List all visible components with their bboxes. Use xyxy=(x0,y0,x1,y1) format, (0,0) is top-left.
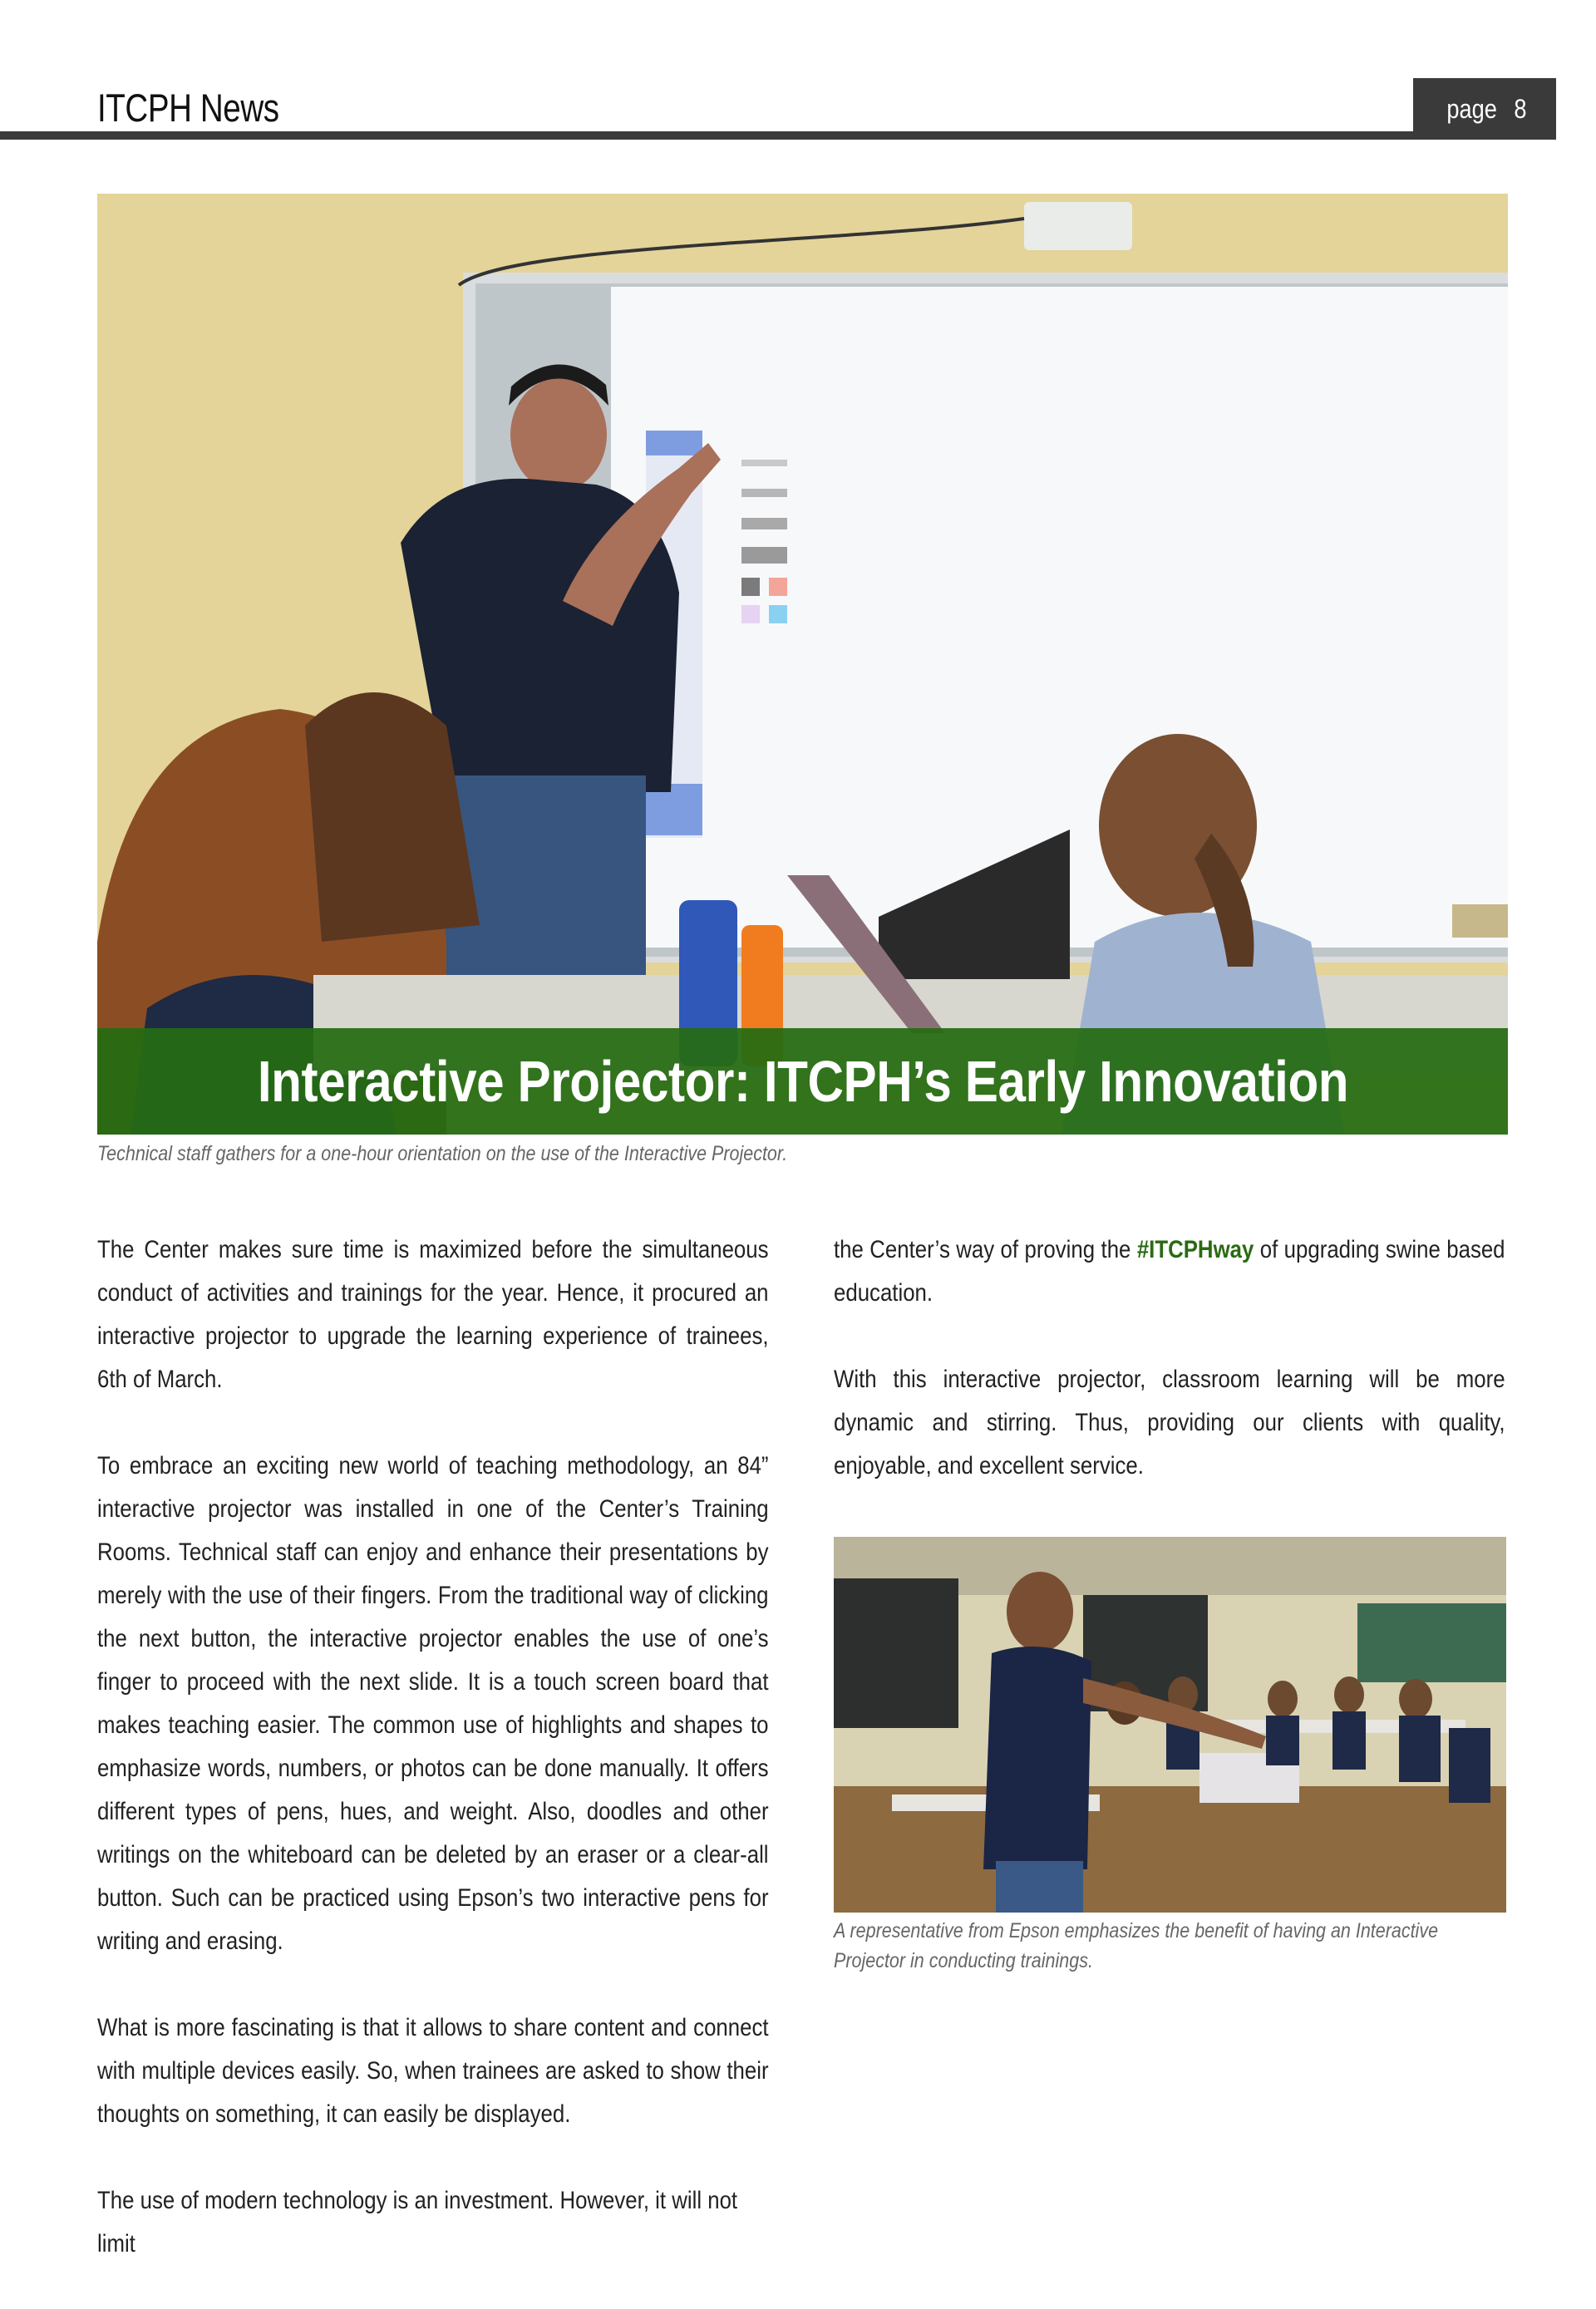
hashtag-link[interactable]: #ITCPHway xyxy=(1136,1236,1254,1263)
paragraph: With this interactive projector, classroom learning will be more dynamic and stirring. Thus, providing our clients with quality, enjoyable, and excellent service. xyxy=(834,1366,1505,1479)
paragraph: The use of modern technology is an investment. However, it will not limit xyxy=(97,2187,738,2257)
page-number: 8 xyxy=(1514,93,1527,124)
paragraph xyxy=(834,1228,1505,1315)
article-title-band xyxy=(97,1028,1508,1135)
classroom-caption-line-2: Projector in conducting trainings. xyxy=(834,1949,1093,1972)
hero-photo xyxy=(97,194,1508,1135)
classroom-caption-line-1: A representative from Epson emphasizes the benefit of having an Interactive xyxy=(834,1919,1439,1942)
header-rule xyxy=(0,131,1556,140)
page-number-badge xyxy=(1413,78,1556,140)
paragraph: The Center makes sure time is maximized before the simultaneous conduct of activities and trainings for the year. Hence, it procured an interactive projector to upgrade the learning experience of trainees, 6th of March. xyxy=(97,1236,769,1393)
hero-caption: Technical staff gathers for a one-hour orientation on the use of the Interactive Projector. xyxy=(97,1142,788,1165)
right-column xyxy=(834,1228,1596,1531)
left-column xyxy=(97,1228,878,2309)
classroom-photo xyxy=(834,1537,1506,1913)
text-run: the Center’s way of proving the xyxy=(834,1236,1137,1263)
text-run: of upgrading swine based education. xyxy=(834,1236,1505,1307)
paragraph: What is more fascinating is that it allows to share content and connect with multiple devices easily. So, when trainees are asked to show their thoughts on something, it can easily be displayed. xyxy=(97,2014,769,2128)
publication-name: ITCPH News xyxy=(97,86,279,130)
page-label: page xyxy=(1446,93,1497,124)
paragraph: To embrace an exciting new world of teaching methodology, an 84” interactive projector was installed in one of the Center’s Training Rooms. Technical staff can enjoy and enhance their presentations by merely with the use of their fingers. From the traditional way of clicking the next button, the interactive projector enables the use of one’s finger to proceed with the next slide. It is a touch screen board that makes teaching easier. The common use of highlights and shapes to emphasize words, numbers, or photos can be done manually. It offers different types of pens, hues, and weight. Also, doodles and other writings on the whiteboard can be deleted by an eraser or a clear-all button. Such can be practiced using Epson’s two interactive pens for writing and erasing. xyxy=(97,1452,769,1955)
article-title: Interactive Projector: ITCPH’s Early Innovation xyxy=(257,1049,1348,1114)
